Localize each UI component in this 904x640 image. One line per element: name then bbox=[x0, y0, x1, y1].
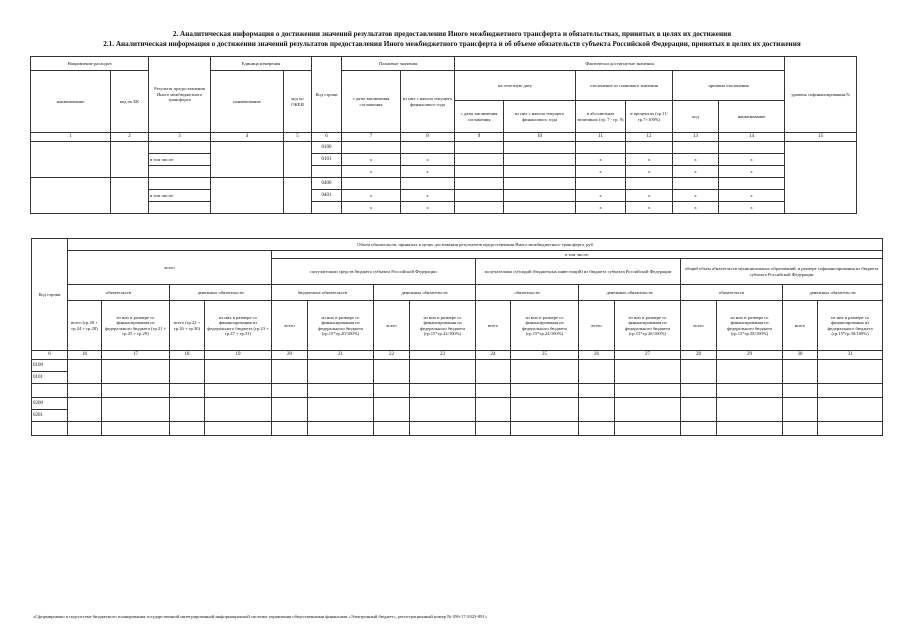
col-number: 6 bbox=[312, 133, 342, 142]
cell: x bbox=[401, 154, 455, 166]
col-number: 6 bbox=[32, 351, 68, 360]
header-kod-bk: код по БК bbox=[111, 71, 149, 133]
header-v-tom-chisle: в том числе: bbox=[272, 251, 883, 259]
col-number: 29 bbox=[717, 351, 783, 360]
col-number: 20 bbox=[272, 351, 308, 360]
header-c28: всего bbox=[681, 301, 717, 351]
col-number: 13 bbox=[673, 133, 719, 142]
col-number: 17 bbox=[102, 351, 170, 360]
header-rezultat: Результат предоставления Иного межбюджетного трансферта bbox=[149, 57, 211, 133]
table-row bbox=[31, 202, 857, 214]
cell: x bbox=[719, 190, 785, 202]
cell: x bbox=[576, 166, 626, 178]
subsection-title: 2.1. Аналитическая информация о достижении значений результатов предоставления Иного межбюджетного трансферта и об объеме обязательств субъекта Российской Федерации, принятых в целях их достижения bbox=[103, 40, 801, 48]
row-label bbox=[149, 202, 211, 214]
header-c25: из них в размере со финансирования из федерального бюджета (гр.15*гр.24/100%) bbox=[511, 301, 579, 351]
naimenovanie-cell bbox=[31, 178, 111, 214]
table-row bbox=[32, 398, 883, 410]
header-otklonenie: отклонение от планового значения bbox=[576, 71, 673, 101]
header-f-iz-nih: из них с начала текущего финансового года bbox=[504, 101, 576, 133]
cell: x bbox=[401, 190, 455, 202]
col-number: 7 bbox=[342, 133, 401, 142]
header-kod-stroki-2: Код строки bbox=[32, 239, 68, 351]
cell: x bbox=[673, 154, 719, 166]
header-c26: всего bbox=[579, 301, 615, 351]
col-number: 31 bbox=[818, 351, 883, 360]
header-vsego-group: всего bbox=[68, 251, 272, 285]
header-c21: из них в размере со финансирования из федерального бюджета (гр.15*гр.20/100%) bbox=[308, 301, 374, 351]
header-c23: из них в размере со финансирования из федерального бюджета (гр.15*гр.22/100%) bbox=[410, 301, 476, 351]
cell bbox=[626, 142, 673, 154]
cell: x bbox=[626, 154, 673, 166]
col-number: 15 bbox=[785, 133, 857, 142]
header-den-b: денежных обязательств bbox=[579, 285, 681, 301]
header-c31: из них в размере со финансирования из федерального бюджета (гр.15*гр.30/100%) bbox=[818, 301, 883, 351]
naimenovanie-cell bbox=[31, 142, 111, 178]
cell bbox=[626, 178, 673, 190]
col-number: 22 bbox=[374, 351, 410, 360]
row-code: 0100 bbox=[32, 360, 68, 372]
header-f-s-daty: с даты заключения соглашения bbox=[455, 101, 504, 133]
row-label bbox=[149, 166, 211, 178]
row-code: 0401 bbox=[312, 190, 342, 202]
cell: x bbox=[673, 190, 719, 202]
header-den-c: денежных обязательств bbox=[783, 285, 883, 301]
header-edinica: Единица измерения bbox=[211, 57, 312, 71]
row-code: 0200 bbox=[32, 398, 68, 410]
header-s-daty: с даты заключения соглашения bbox=[342, 71, 401, 133]
header-denezhnye: денежных обязательств bbox=[170, 285, 272, 301]
header-c27: из них в размере со финансирования из федерального бюджета (гр.15*гр.26/100%) bbox=[615, 301, 681, 351]
header-c30: всего bbox=[783, 301, 818, 351]
cell: x bbox=[719, 202, 785, 214]
row-code: 0201 bbox=[32, 410, 68, 422]
col-number: 23 bbox=[410, 351, 476, 360]
cell: x bbox=[626, 166, 673, 178]
cell bbox=[719, 178, 785, 190]
header-c19: из них в размере со финансирования из федерального бюджета (гр.23 + гр.27 + гр.31) bbox=[205, 301, 272, 351]
header-c20: всего bbox=[272, 301, 308, 351]
header-v-procent: в процентах (гр.11/гр.7×100%) bbox=[626, 101, 673, 133]
header-kod: код bbox=[673, 101, 719, 133]
row-code: 0400 bbox=[312, 178, 342, 190]
cell: x bbox=[626, 202, 673, 214]
cell: x bbox=[401, 202, 455, 214]
row-code bbox=[312, 166, 342, 178]
header-poluch-subsidiy: получателями субсидий (бюджетных инвестиций) из бюджета субъекта Российской Федерации bbox=[476, 259, 681, 285]
cell: x bbox=[342, 166, 401, 178]
col-number: 28 bbox=[681, 351, 717, 360]
cell: x bbox=[576, 190, 626, 202]
table-row bbox=[31, 166, 857, 178]
cell: x bbox=[673, 202, 719, 214]
header-obyazatelstva: обязательств bbox=[68, 285, 170, 301]
cell: x bbox=[719, 166, 785, 178]
row-label: в том числе: bbox=[149, 154, 211, 166]
header-kod-stroki: Код строки bbox=[312, 57, 342, 133]
table-row bbox=[31, 142, 857, 154]
table-row bbox=[31, 154, 857, 166]
header-v-absolut: в абсолютных величинах (гр. 7 - гр. 9) bbox=[576, 101, 626, 133]
header-obem: Объем обязательств, принятых в целях достижения результатов предоставления Иного межбюджетного трансферта, руб bbox=[68, 239, 883, 251]
header-c16: всего (гр.20 + гр.24 + гр.28) bbox=[68, 301, 102, 351]
cell bbox=[342, 178, 401, 190]
cell bbox=[342, 142, 401, 154]
obligations-table bbox=[31, 238, 883, 436]
col-number: 26 bbox=[579, 351, 615, 360]
col-number: 12 bbox=[626, 133, 673, 142]
header-c29: из них в размере со финансирования из федерального бюджета (гр.15*гр.28/100%) bbox=[717, 301, 783, 351]
cell bbox=[401, 142, 455, 154]
header-fakt: Фактически достигнутые значения bbox=[455, 57, 785, 71]
cell: x bbox=[342, 190, 401, 202]
header-obyaz-b: обязательств bbox=[476, 285, 579, 301]
col-number: 14 bbox=[719, 133, 785, 142]
row-label bbox=[149, 178, 211, 190]
cell: x bbox=[719, 154, 785, 166]
header-napravlenie: Направление расходов bbox=[31, 57, 149, 71]
cell bbox=[673, 178, 719, 190]
header-obyaz-c: обязательств bbox=[681, 285, 783, 301]
col-number: 19 bbox=[205, 351, 272, 360]
header-budget-obyaz: бюджетных обязательств bbox=[272, 285, 374, 301]
col-number: 2 bbox=[111, 133, 149, 142]
col-number: 5 bbox=[284, 133, 312, 142]
col-number: 10 bbox=[504, 133, 576, 142]
header-c22: всего bbox=[374, 301, 410, 351]
col-number: 27 bbox=[615, 351, 681, 360]
col-number: 1 bbox=[31, 133, 111, 142]
table-row bbox=[32, 422, 883, 436]
cell: x bbox=[673, 166, 719, 178]
col-number: 21 bbox=[308, 351, 374, 360]
cell: x bbox=[576, 154, 626, 166]
header-poluchatelyami: получателями средств бюджета субъекта Российской Федерации bbox=[272, 259, 476, 285]
col-number: 24 bbox=[476, 351, 511, 360]
cell bbox=[673, 142, 719, 154]
table-row bbox=[31, 178, 857, 190]
header-ed-naim: наименование bbox=[211, 71, 284, 133]
cell: x bbox=[576, 202, 626, 214]
cell bbox=[401, 178, 455, 190]
cell: x bbox=[342, 202, 401, 214]
header-den-obyaz: денежных обязательств bbox=[374, 285, 476, 301]
table-row bbox=[31, 190, 857, 202]
cell bbox=[719, 142, 785, 154]
header-c18: всего (гр.22 + гр.26 + гр.30) bbox=[170, 301, 205, 351]
row-code bbox=[312, 202, 342, 214]
col-number: 16 bbox=[68, 351, 102, 360]
header-na-otchetnuyu: на отчетную дату bbox=[455, 71, 576, 101]
header-prich-naim: наименование bbox=[719, 101, 785, 133]
row-code: 0101 bbox=[32, 372, 68, 384]
header-prichina: причина отклонения bbox=[673, 71, 785, 101]
cell: x bbox=[342, 154, 401, 166]
footer-note: «Сформировано в подсистеме бюджетного планирования государственной интегрированной информационной системы управления общественными финансами «Электронный бюджет», регистрационный номер № 056-17-2023-091» bbox=[33, 614, 488, 619]
col-number: 4 bbox=[211, 133, 284, 142]
cell bbox=[576, 142, 626, 154]
row-code: 0101 bbox=[312, 154, 342, 166]
table-row bbox=[32, 360, 883, 372]
header-uroven: уровень софинансирования,% bbox=[785, 57, 857, 133]
cell: x bbox=[401, 166, 455, 178]
col-number: 30 bbox=[783, 351, 818, 360]
section-title: 2. Аналитическая информация о достижении значений результатов предоставления Иного межбюджетного трансферта и обязательствах, принятых в целях их достижения bbox=[172, 30, 732, 38]
col-number: 18 bbox=[170, 351, 205, 360]
row-label bbox=[149, 142, 211, 154]
col-number: 11 bbox=[576, 133, 626, 142]
header-kod-okei: код по ОКЕИ bbox=[284, 71, 312, 133]
col-number: 9 bbox=[455, 133, 504, 142]
results-table bbox=[30, 56, 857, 214]
col-number: 8 bbox=[401, 133, 455, 142]
cell: x bbox=[626, 190, 673, 202]
header-c17: из них в размере со финансирования из федерального бюджета (гр.21 + гр.25 + гр.29) bbox=[102, 301, 170, 351]
col-number: 25 bbox=[511, 351, 579, 360]
kod-bk-cell bbox=[111, 142, 149, 178]
header-planovye: Плановые значения bbox=[342, 57, 455, 71]
header-naimenovanie: наименование bbox=[31, 71, 111, 133]
cell bbox=[576, 178, 626, 190]
table-row bbox=[32, 384, 883, 398]
col-number: 3 bbox=[149, 133, 211, 142]
kod-bk-cell bbox=[111, 178, 149, 214]
row-code: 0100 bbox=[312, 142, 342, 154]
header-c24: всего bbox=[476, 301, 511, 351]
header-obshiy-obem: общий объем обязательств муниципальных образований, в размере софинансирования из бюджета субъекта Российской Федерации bbox=[681, 259, 883, 285]
header-iz-nih: из них с начала текущего финансового года bbox=[401, 71, 455, 133]
row-label: в том числе: bbox=[149, 190, 211, 202]
